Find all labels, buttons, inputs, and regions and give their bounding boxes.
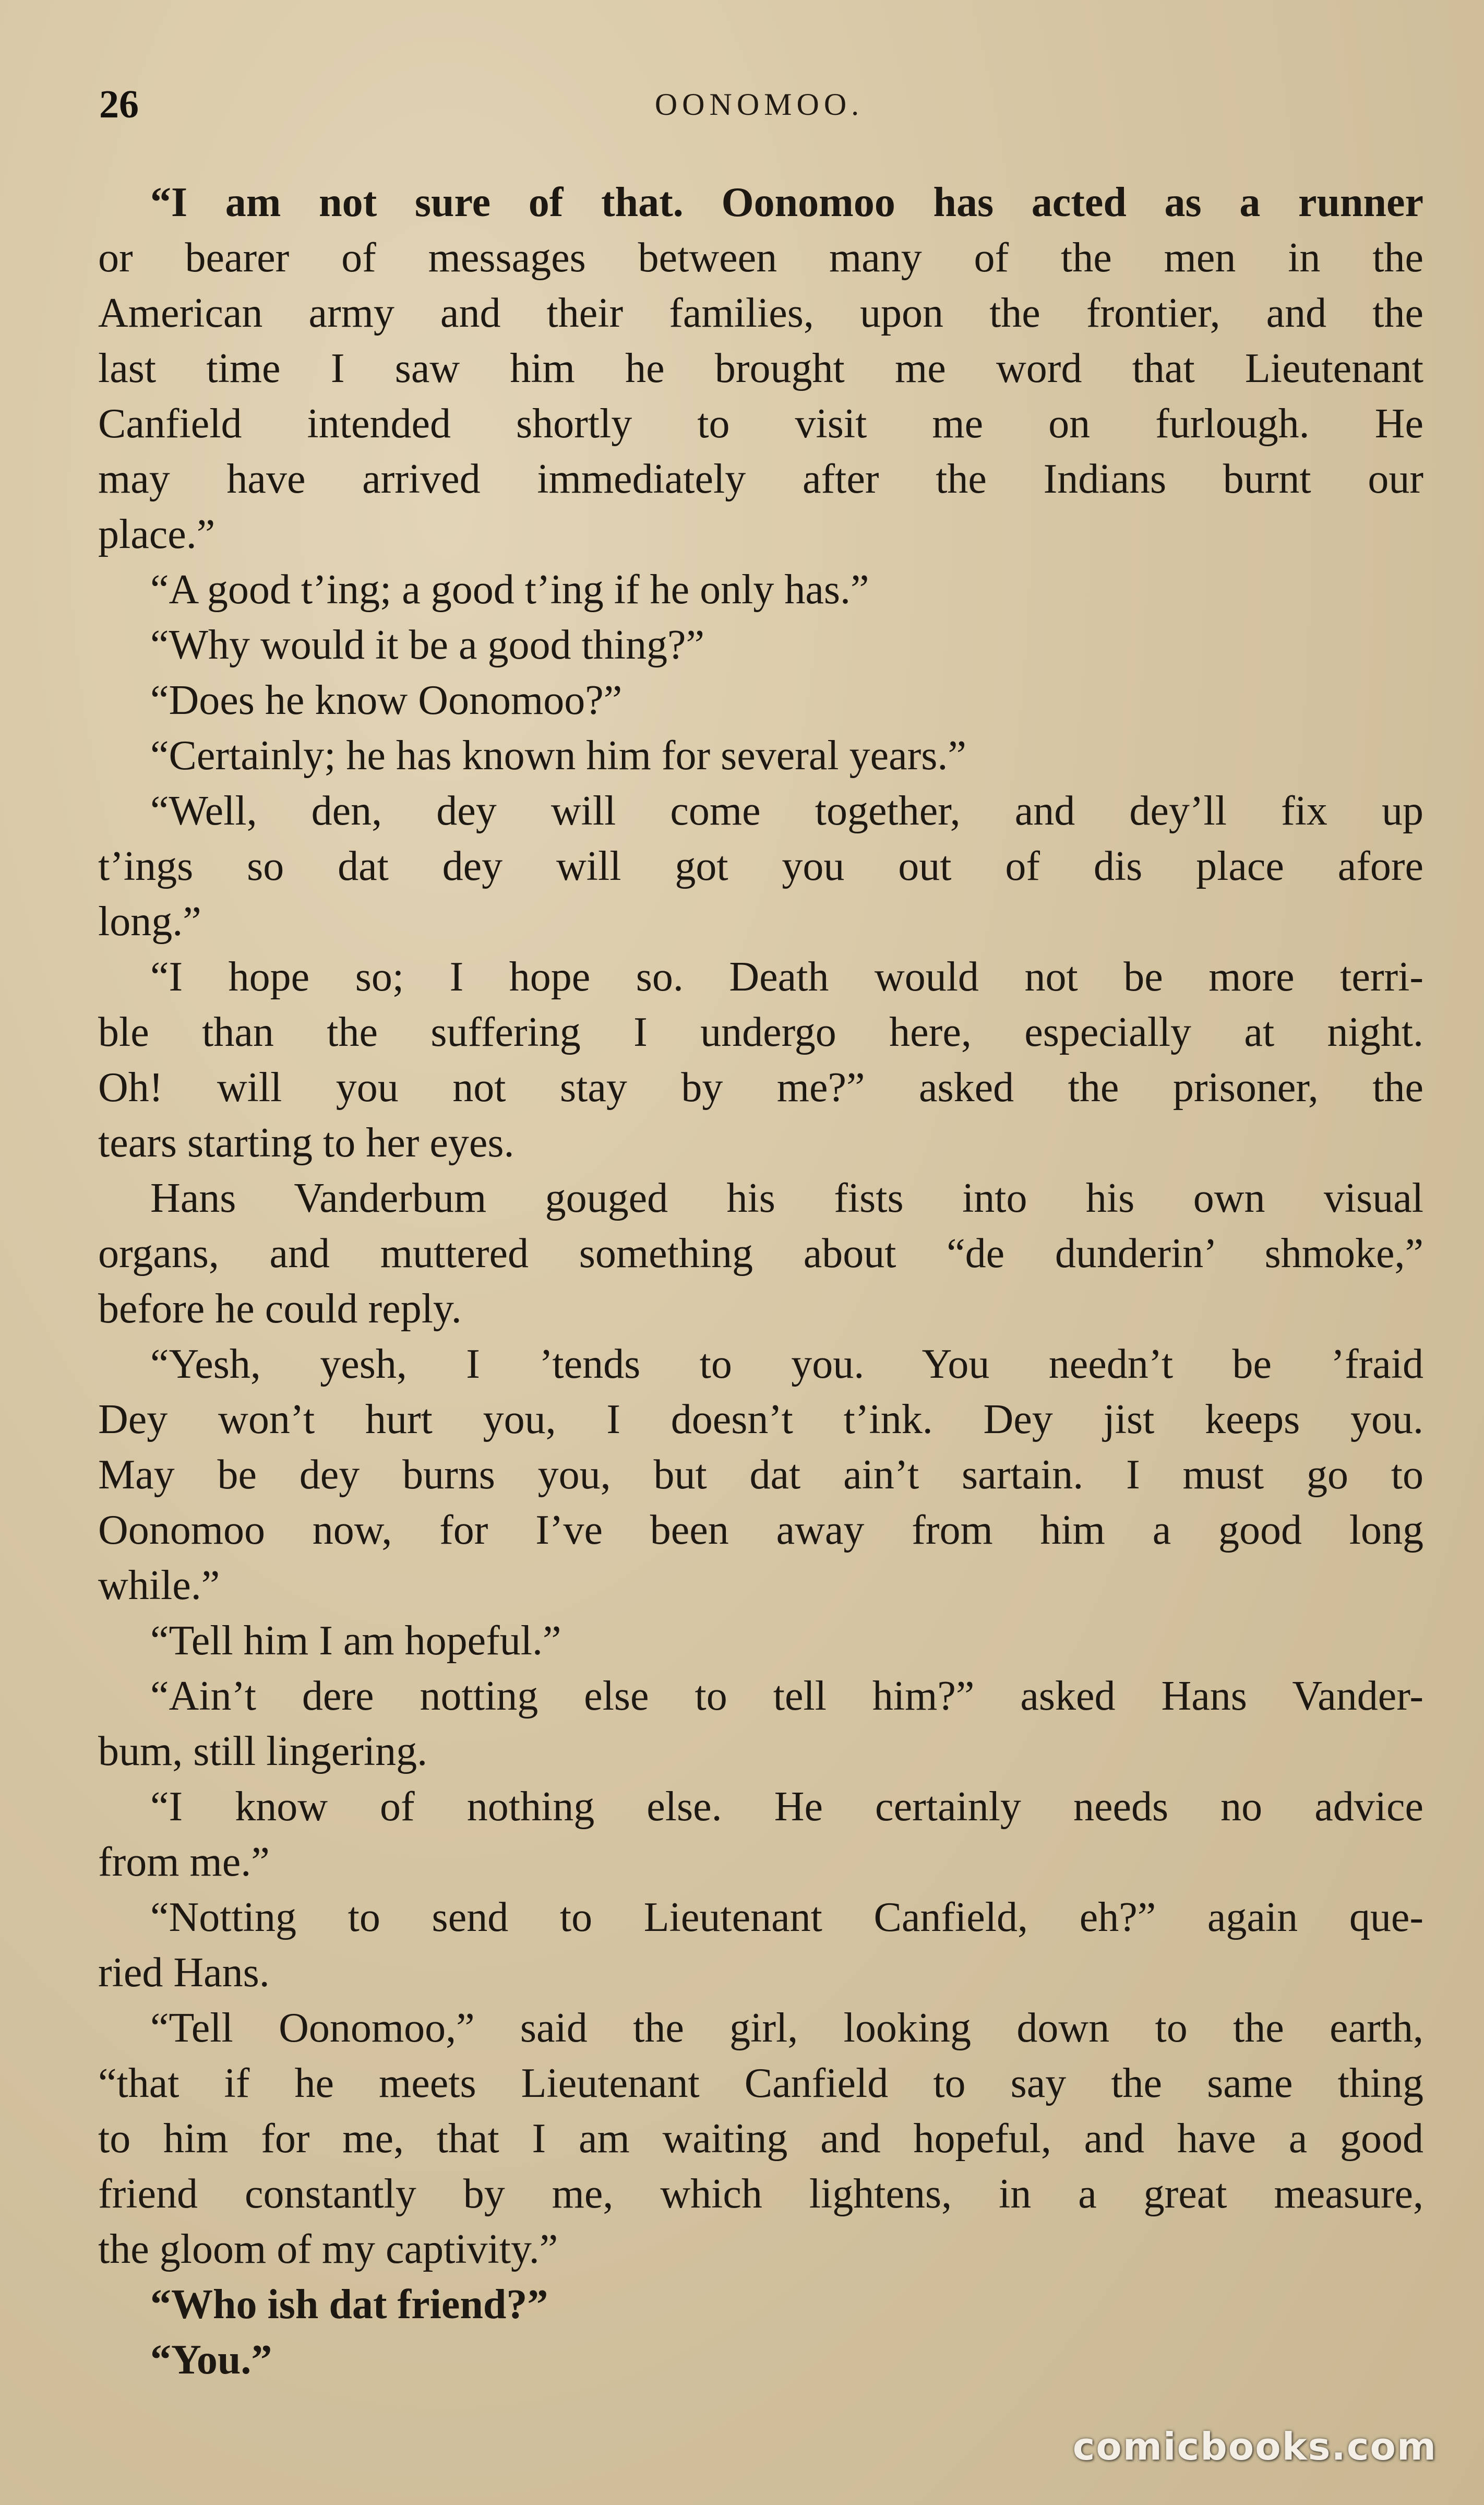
text-line: ble than the suffering I undergo here, especially at night.: [98, 1009, 1423, 1055]
text-line: tears starting to her eyes.: [98, 1120, 514, 1166]
text-line: “that if he meets Lieutenant Canfield to say the same thing: [98, 2060, 1423, 2106]
text-line: “Well, den, dey will come together, and dey’ll fix up: [150, 788, 1423, 834]
text-line: “A good t’ing; a good t’ing if he only has.”: [150, 567, 869, 613]
text-line: “Who ish dat friend?”: [150, 2282, 548, 2328]
text-line: May be dey burns you, but dat ain’t sartain. I must go to: [98, 1452, 1423, 1498]
text-line: t’ings so dat dey will got you out of dis place afore: [98, 843, 1423, 889]
text-line: “You.”: [150, 2337, 272, 2383]
text-line: “Notting to send to Lieutenant Canfield, eh?” again que-: [150, 1894, 1423, 1940]
text-line: “Ain’t dere notting else to tell him?” asked Hans Vander-: [150, 1673, 1423, 1719]
text-line: American army and their families, upon the frontier, and the: [98, 290, 1423, 336]
text-line: organs, and muttered something about “de dunderin’ shmoke,”: [98, 1231, 1423, 1277]
text-line: “Does he know Oonomoo?”: [150, 677, 623, 723]
text-line: the gloom of my captivity.”: [98, 2226, 558, 2272]
text-line: before he could reply.: [98, 1286, 462, 1332]
text-line: place.”: [98, 511, 216, 557]
text-line: Hans Vanderbum gouged his fists into his own visual: [150, 1175, 1423, 1221]
text-line: “I know of nothing else. He certainly needs no advice: [150, 1784, 1423, 1830]
text-line: from me.”: [98, 1839, 270, 1885]
text-line: “Certainly; he has known him for several years.”: [150, 733, 966, 779]
body-text: [98, 175, 1423, 2388]
text-line: Dey won’t hurt you, I doesn’t t’ink. Dey jist keeps you.: [98, 1397, 1423, 1442]
text-line: to him for me, that I am waiting and hopeful, and have a good: [98, 2116, 1423, 2162]
watermark: comicbooks.com: [1072, 2425, 1437, 2468]
text-line: “Yesh, yesh, I ’tends to you. You needn’t be ’fraid: [150, 1341, 1423, 1387]
text-line: long.”: [98, 899, 201, 945]
running-head: OONOMOO.: [654, 87, 864, 122]
text-line: “I am not sure of that. Oonomoo has acted as a runner: [150, 180, 1423, 225]
text-line: “Tell him I am hopeful.”: [150, 1618, 561, 1664]
text-line: “Tell Oonomoo,” said the girl, looking down to the earth,: [150, 2005, 1423, 2051]
text-line: bum, still lingering.: [98, 1728, 428, 1774]
page-number: 26: [99, 82, 139, 126]
text-line: Oh! will you not stay by me?” asked the prisoner, the: [98, 1065, 1423, 1111]
text-line: Oonomoo now, for I’ve been away from him a good long: [98, 1507, 1423, 1553]
text-line: while.”: [98, 1562, 220, 1608]
text-line: ried Hans.: [98, 1950, 270, 1996]
text-line: may have arrived immediately after the Indians burnt our: [98, 456, 1423, 502]
text-line: “Why would it be a good thing?”: [150, 622, 704, 668]
page-header: [99, 78, 1419, 136]
text-line: or bearer of messages between many of the men in the: [98, 235, 1423, 281]
text-line: last time I saw him he brought me word that Lieutenant: [98, 345, 1423, 391]
text-line: Canfield intended shortly to visit me on furlough. He: [98, 401, 1423, 447]
text-line: “I hope so; I hope so. Death would not be more terri-: [150, 954, 1423, 1000]
text-line: friend constantly by me, which lightens, in a great measure,: [98, 2171, 1423, 2217]
